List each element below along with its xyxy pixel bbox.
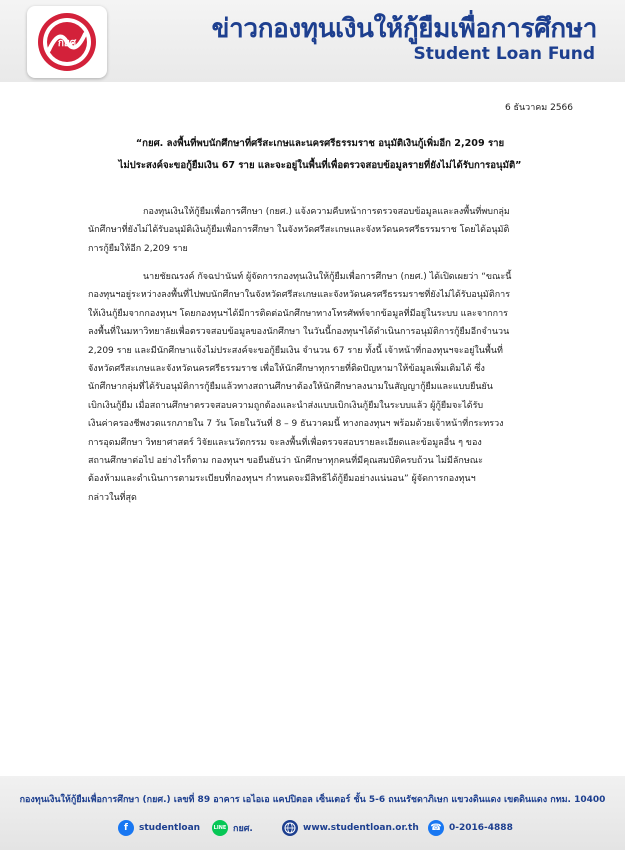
website-label: www.studentloan.or.th (303, 823, 419, 833)
paragraph-2-line: เงินค่าครองชีพงวดแรกภายใน 7 วัน โดยในวันที่ 8 – 9 ธันวาคมนี้ ทางกองทุนฯ พร้อมด้วยเจ้าหน้าที่กระทรวง (88, 419, 504, 430)
line-icon: LINE (212, 820, 228, 836)
paragraph-2-line: เบิกเงินกู้ยืม เมื่อสถานศึกษาตรวจสอบความถูกต้องและนำส่งแบบเบิกเงินกู้ยืมในระบบแล้ว ผู้กู้ยืมจะได้รับ (88, 400, 484, 411)
paragraph-2-line: สถานศึกษาต่อไป อย่างไรก็ตาม กองทุนฯ ขอยืนยันว่า นักศึกษาทุกคนที่มีคุณสมบัติครบถ้วน ไม่มีลักษณะ (88, 456, 483, 467)
paragraph-2-line: ต้องห้ามและดำเนินการตามระเบียบที่กองทุนฯ กำหนดจะมีสิทธิได้กู้ยืมอย่างแน่นอน” ผู้จัดการกองทุนฯ (88, 474, 476, 485)
fund-logo (27, 6, 107, 78)
paragraph-1-line: นักศึกษาที่ยังไม่ได้รับอนุมัติเงินกู้ยืมเพื่อการศึกษา ในจังหวัดศรีสะเกษและจังหวัดนครศรีธรรมราช โดยได้อนุมัติ (88, 225, 510, 236)
facebook-contact[interactable] (118, 820, 200, 836)
paragraph-2-line: การอุดมศึกษา วิทยาศาสตร์ วิจัยและนวัตกรรม จะลงพื้นที่เพื่อตรวจสอบรายละเอียดและข้อมูลอื่น ๆ ของ (88, 437, 482, 448)
line-label: กยศ. (233, 824, 253, 834)
paragraph-1 (88, 203, 510, 258)
paragraph-2 (88, 268, 511, 507)
paragraph-2-line: กล่าวในที่สุด (88, 492, 137, 503)
phone-label: 0-2016-4888 (449, 823, 513, 833)
paragraph-2-line: นายชัยณรงค์ กัจฉปานันท์ ผู้จัดการกองทุนเงินให้กู้ยืมเพื่อการศึกษา (กยศ.) ได้เปิดเผยว่า “ขณะนี้ (143, 272, 512, 282)
globe-icon (282, 820, 298, 836)
paragraph-2-line: ให้เงินกู้ยืมจากกองทุนฯ โดยกองทุนฯได้มีการติดต่อนักศึกษาทางโทรศัพท์จากข้อมูลที่มีอยู่ในระบบ และจากการ (88, 308, 508, 319)
header-title-english: Student Loan Fund (413, 44, 595, 64)
facebook-icon: f (118, 820, 134, 836)
facebook-label: studentloan (139, 823, 201, 833)
line-contact[interactable] (212, 820, 253, 836)
fund-logo-icon (33, 10, 101, 74)
paragraph-2-line: จังหวัดศรีสะเกษและจังหวัดนครศรีธรรมราช เพื่อให้นักศึกษาทุกรายที่ติดปัญหามาให้ข้อมูลเพิ่มเติมได้ ซึ่ง (88, 364, 485, 375)
paragraph-2-line: ลงพื้นที่ในมหาวิทยาลัยเพื่อตรวจสอบข้อมูลของนักศึกษา ในวันนี้กองทุนฯได้ดำเนินการอนุมัติการกู้ยืมอีกจำนวน (88, 327, 510, 338)
phone-contact[interactable] (428, 820, 513, 836)
footer-address: กองทุนเงินให้กู้ยืมเพื่อการศึกษา (กยศ.) เลขที่ 89 อาคาร เอไอเอ แคปปิตอล เซ็นเตอร์ ชั้น 5-6 ถนนรัชดาภิเษก แขวงดินแดง เขตดินแดง กทม. 10400 (19, 795, 606, 805)
paragraph-1-line: การกู้ยืมให้อีก 2,209 ราย (88, 243, 188, 254)
headline-line-2: ไม่ประสงค์จะขอกู้ยืมเงิน 67 ราย และจะอยู่ในพื้นที่เพื่อตรวจสอบข้อมูลรายที่ยังไม่ได้รับการอนุมัติ” (118, 160, 522, 171)
paragraph-2-line: 2,209 ราย และมีนักศึกษาแจ้งไม่ประสงค์จะขอกู้ยืมเงิน จำนวน 67 ราย ทั้งนี้ เจ้าหน้าที่กองทุนฯจะอยู่ในพื้นที่ (88, 345, 503, 356)
paragraph-2-line: กองทุนฯอยู่ระหว่างลงพื้นที่ไปพบนักศึกษาในจังหวัดศรีสะเกษและจังหวัดนครศรีธรรมราชที่ยังไม่ได้รับอนุมัติการ (88, 290, 511, 301)
headline-line-1: “กยศ. ลงพื้นที่พบนักศึกษาที่ศรีสะเกษและนครศรีธรรมราช อนุมัติเงินกู้เพิ่มอีก 2,209 ราย (135, 138, 505, 149)
website-contact[interactable] (282, 820, 419, 836)
paragraph-1-line: กองทุนเงินให้กู้ยืมเพื่อการศึกษา (กยศ.) แจ้งความคืบหน้าการตรวจสอบข้อมูลและลงพื้นที่พบกลุ่ม (143, 207, 510, 217)
paragraph-2-line: นักศึกษากลุ่มที่ได้รับอนุมัติการกู้ยืมแล้วทางสถานศึกษาต้องให้นักศึกษาลงนามในสัญญากู้ยืมและแบบยืนยัน (88, 382, 493, 393)
release-date: 6 ธันวาคม 2566 (504, 103, 573, 113)
page-footer (0, 776, 625, 850)
phone-icon: ☎ (428, 820, 444, 836)
page-header (0, 0, 625, 82)
header-title-thai: ข่าวกองทุนเงินให้กู้ยืมเพื่อการศึกษา (211, 14, 597, 44)
logo-text: กยศ (57, 38, 77, 49)
